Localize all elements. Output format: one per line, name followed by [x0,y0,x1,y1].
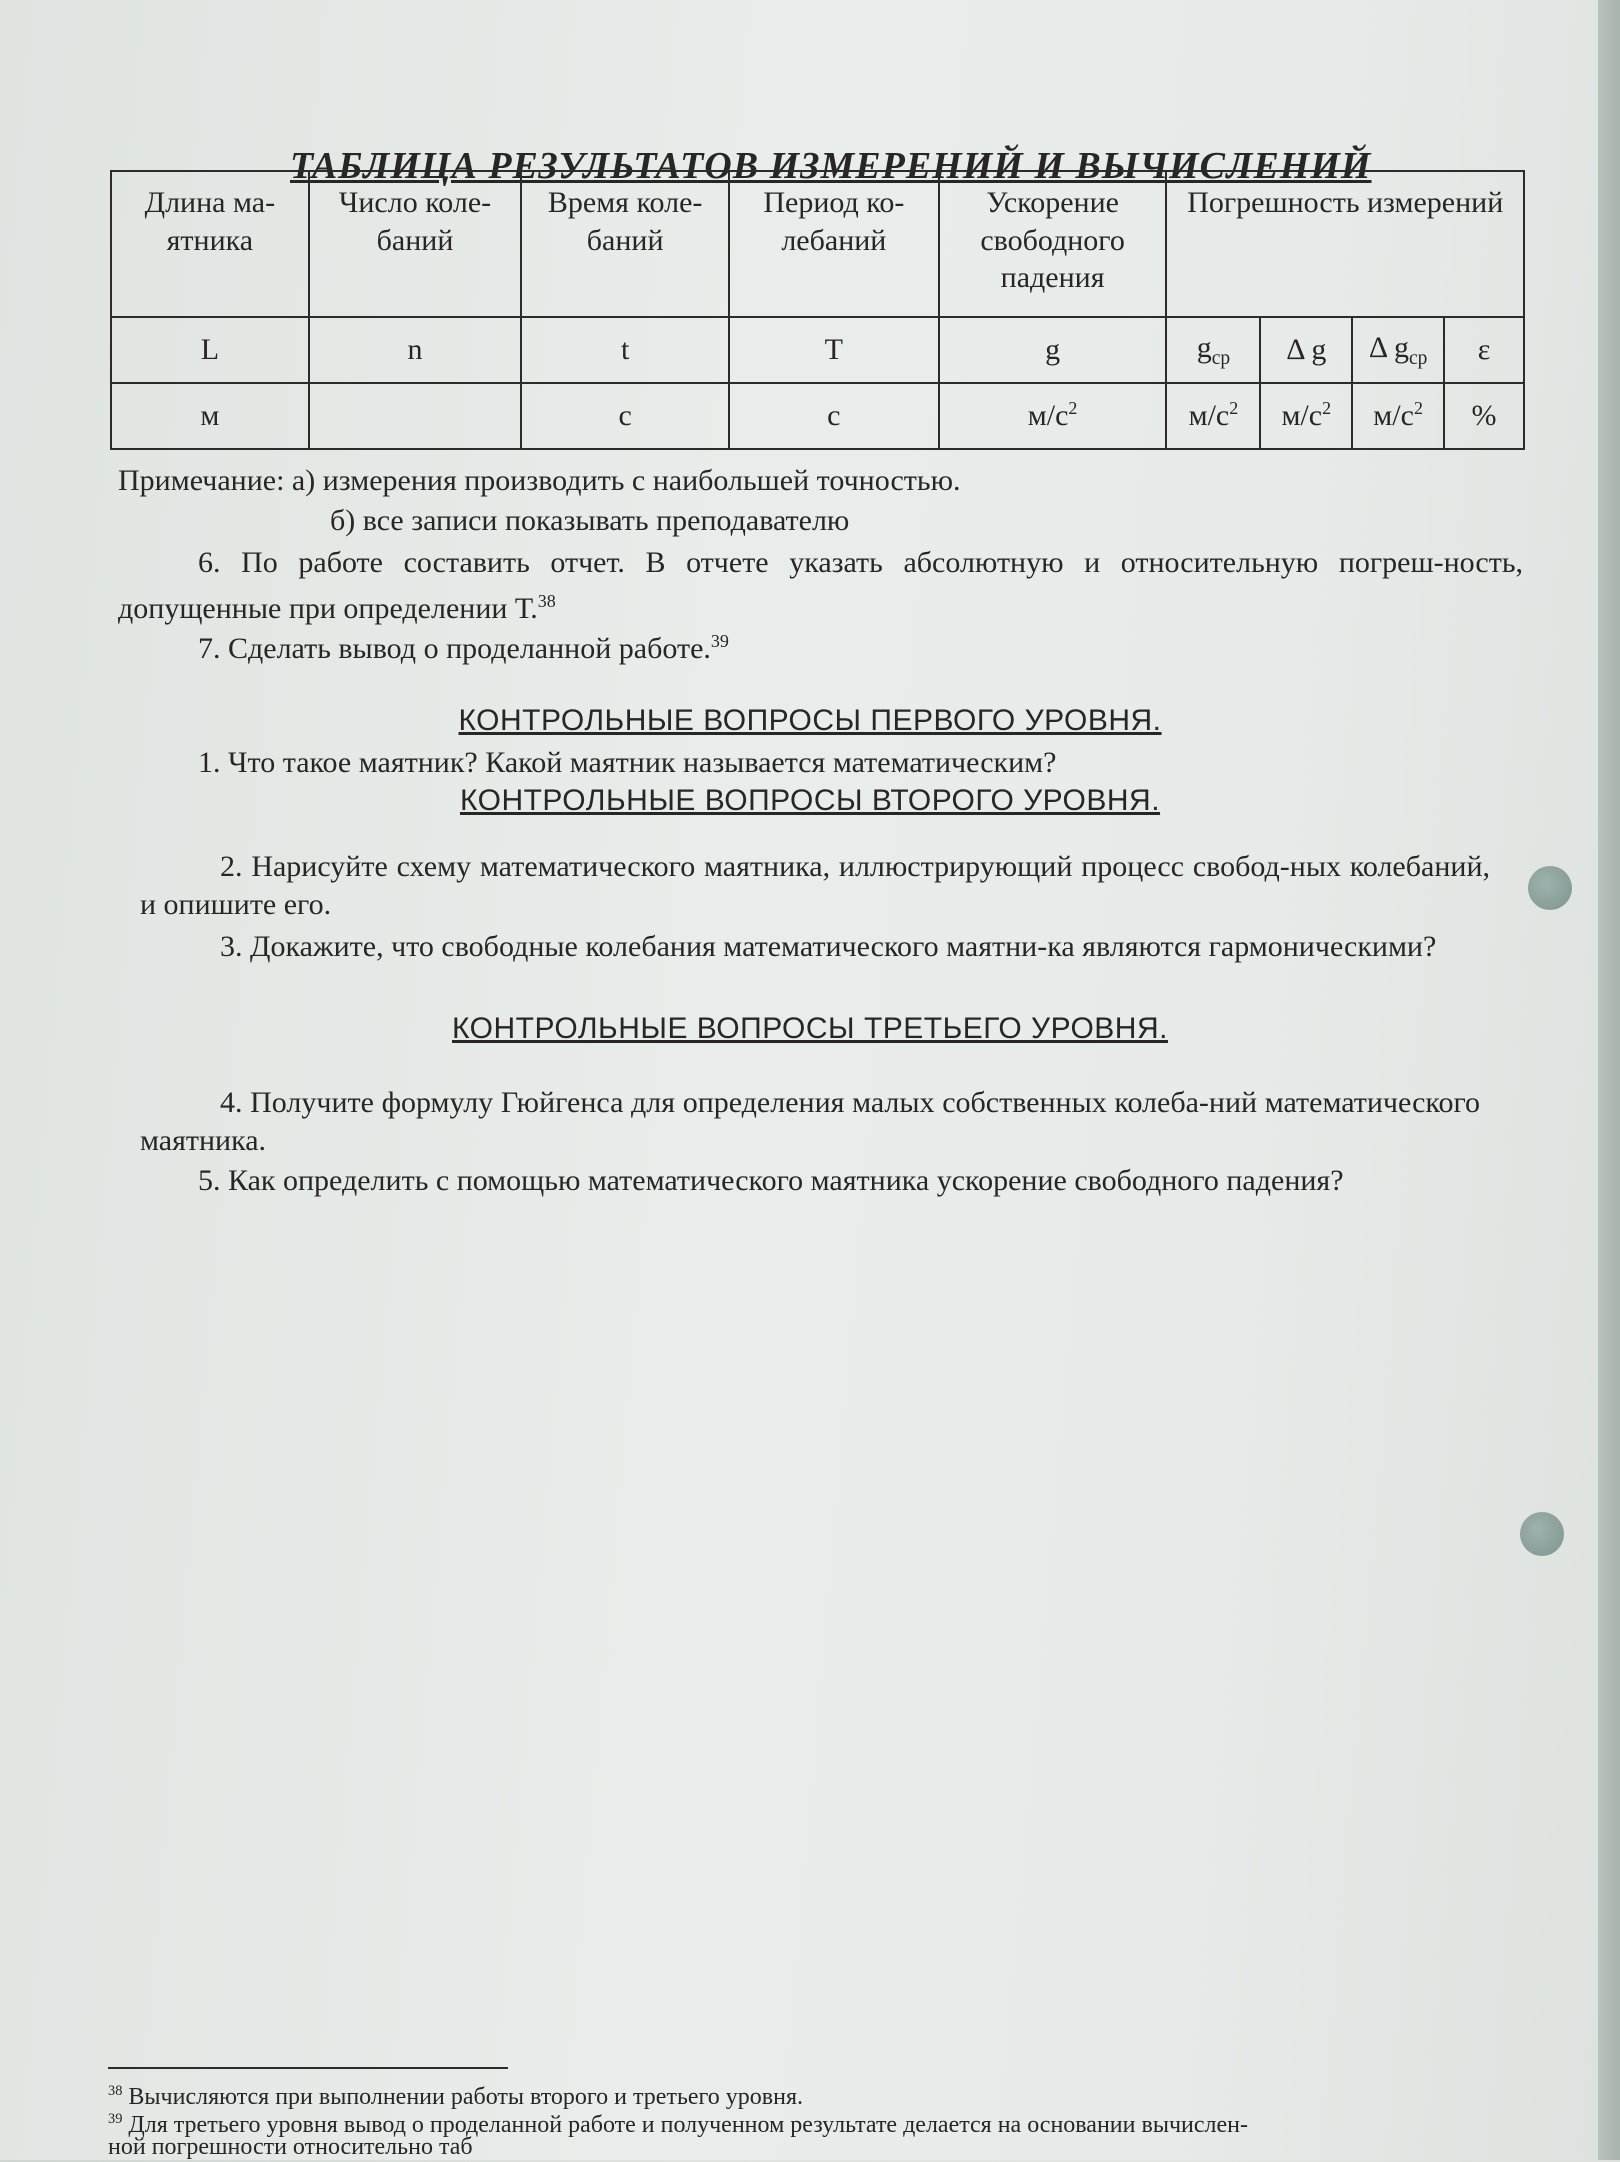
heading-level-3: КОНТРОЛЬНЫЕ ВОПРОСЫ ТРЕТЬЕГО УРОВНЯ. [452,1012,1168,1045]
question-2: 2. Нарисуйте схему математического маятника, иллюстрирующий процесс свобод-ных колебаний, и опишите его. [140,850,1490,921]
symbol-epsilon: ε [1444,317,1524,383]
unit-period: с [729,383,939,449]
symbol-time: t [521,317,729,383]
unit-g-avg: $м/с^2$ [1166,383,1260,449]
question-5: 5. Как определить с помощью математического маятника ускорение свободного падения? [198,1164,1344,1197]
unit-delta-g: $м/с^2$ [1260,383,1352,449]
item-7: 7. Сделать вывод о проделанной работе.$^{39}$ [198,631,729,665]
unit-length: м [111,383,309,449]
heading-level-2: КОНТРОЛЬНЫЕ ВОПРОСЫ ВТОРОГО УРОВНЯ. [459,784,1161,817]
question-4: 4. Получите формулу Гюйгенса для определения малых собственных колеба-ний математического маятника. [140,1086,1480,1157]
symbol-delta-g: Δ g [1260,317,1352,383]
header-time: Время коле-баний [521,171,729,317]
symbol-delta-g-avg [1352,317,1444,383]
item-6: 6. По работе составить отчет. В отчете указать абсолютную и относительную погреш-ность, допущенные при определении Т.$^{38}$ [118,546,1523,625]
heading-level-1: КОНТРОЛЬНЫЕ ВОПРОСЫ ПЕРВОГО УРОВНЯ. [458,704,1162,737]
footnote-39-cont: ной погрешности относительно таб [108,2134,473,2160]
unit-count [309,383,522,449]
footnote-divider [108,2067,508,2069]
unit-time: с [521,383,729,449]
symbol-delta-g-avg-sub: ср [1408,347,1428,369]
punch-hole-top [1528,866,1572,910]
symbol-g-avg [1166,317,1260,383]
note-b: б) все записи показывать преподавателю [330,504,850,537]
question-3: 3. Докажите, что свободные колебания математического маятни-ка являются гармоническими? [220,930,1437,963]
question-1: 1. Что такое маятник? Какой маятник называется математическим? [198,746,1057,779]
table-header-row [111,171,1524,317]
header-length: Длина ма-ятника [111,171,309,317]
page-edge [1598,0,1620,2160]
header-error: Погрешность измерений [1166,171,1524,317]
symbol-length: L [111,317,309,383]
note-a: Примечание: а) измерения производить с наибольшей точностью. [118,464,961,497]
table-symbol-row [111,317,1524,383]
unit-delta-g-avg: $м/с^2$ [1352,383,1444,449]
footnote-ref-38: 38 [537,591,556,611]
unit-epsilon: % [1444,383,1524,449]
table-title: ТАБЛИЦА РЕЗУЛЬТАТОВ ИЗМЕРЕНИЙ И ВЫЧИСЛЕНИЙ [290,145,1372,187]
header-acceleration: Ускорение свободного падения [939,171,1167,317]
table-unit-row [111,383,1524,449]
footnote-39: $^{39}$ Для третьего уровня вывод о проделанной работе и полученном результате делается на основании вычислен- [108,2111,1248,2138]
footnote-ref-39: 39 [710,631,729,651]
unit-acceleration: $м/с^2$ [939,383,1167,449]
header-period: Период ко-лебаний [729,171,939,317]
symbol-delta-g-avg-base: Δ g [1368,330,1409,364]
results-table [110,170,1525,450]
symbol-period: T [729,317,939,383]
punch-hole-bottom [1520,1512,1564,1556]
symbol-g-avg-base: g [1196,330,1212,364]
footnote-38: $^{38}$ Вычисляются при выполнении работы второго и третьего уровня. [108,2083,804,2110]
header-count: Число коле-баний [309,171,522,317]
symbol-g-avg-sub: ср [1211,347,1231,369]
symbol-count: n [309,317,522,383]
symbol-acceleration: g [939,317,1167,383]
